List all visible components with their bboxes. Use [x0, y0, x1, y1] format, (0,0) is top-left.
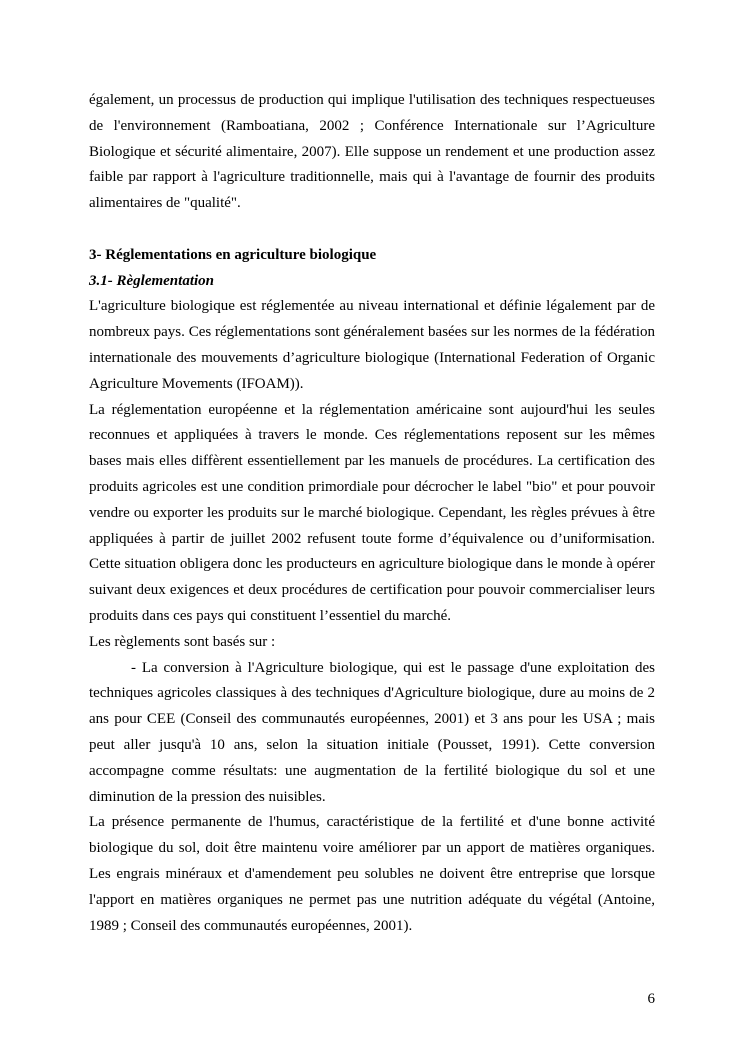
- list-item: - La conversion à l'Agriculture biologique, qui est le passage d'une exploitation des techniques agricoles classiques à des techniques d'Agriculture biologique, dure au moins de 2 ans pour CEE (Conseil des communautés européennes, 2001) et 3 ans pour les USA ; mais peut aller jusqu'à 10 ans, selon la situation initiale (Pousset, 1991). Cette conversion accompagne comme résultats: une augmentation de la fertilité biologique du sol et une diminution de la pression des nuisibles.: [89, 659, 655, 805]
- page-number: 6: [647, 991, 655, 1007]
- body-paragraph: Les règlements sont basés sur :: [89, 633, 276, 650]
- body-paragraph: La réglementation européenne et la réglementation américaine sont aujourd'hui les seules reconnues et appliquées à travers le monde. Ces réglementations reposent sur les mêmes bases mais elles diffèrent essentiellement par les manuels de procédures. La certification des produits agricoles est une condition primordiale pour décrocher le label "bio" et pour pouvoir vendre ou exporter les produits sur le marché biologique. Cependant, les règles prévues à être appliquées à partir de juillet 2002 refusent toute forme d’équivalence ou d’uniformisation. Cette situation obligera donc les producteurs en agriculture biologique dans le monde à opérer suivant deux exigences et deux procédures de certification pour pouvoir commercialiser leurs produits dans ces pays qui constituent l’essentiel du marché.: [89, 401, 655, 624]
- intro-paragraph: également, un processus de production qui implique l'utilisation des techniques respectueuses de l'environnement (Ramboatiana, 2002 ; Conférence Internationale sur l’Agriculture Biologique et sécurité alimentaire, 2007). Elle suppose un rendement et une production assez faible par rapport à l'agriculture traditionnelle, mais qui à l'avantage de fournir des produits alimentaires de "qualité".: [89, 92, 655, 212]
- body-paragraph: L'agriculture biologique est réglementée au niveau international et définie légalement par de nombreux pays. Ces réglementations sont généralement basées sur les normes de la fédération internationale des mouvements d’agriculture biologique (International Federation of Organic Agriculture Movements (IFOAM)).: [89, 298, 655, 392]
- subsection-heading: 3.1- Règlementation: [89, 272, 214, 289]
- paragraph-gap: [89, 217, 655, 243]
- page-body: [89, 88, 655, 939]
- closing-paragraph: La présence permanente de l'humus, caractéristique de la fertilité et d'une bonne activité biologique du sol, doit être maintenu voire améliorer par un apport de matières organiques. Les engrais minéraux et d'amendement peu solubles ne doivent être entreprise que lorsque l'apport en matières organiques ne permet pas une nutrition adéquate du végétal (Antoine, 1989 ; Conseil des communautés européennes, 2001).: [89, 814, 655, 934]
- section-heading: 3- Réglementations en agriculture biologique: [89, 246, 377, 263]
